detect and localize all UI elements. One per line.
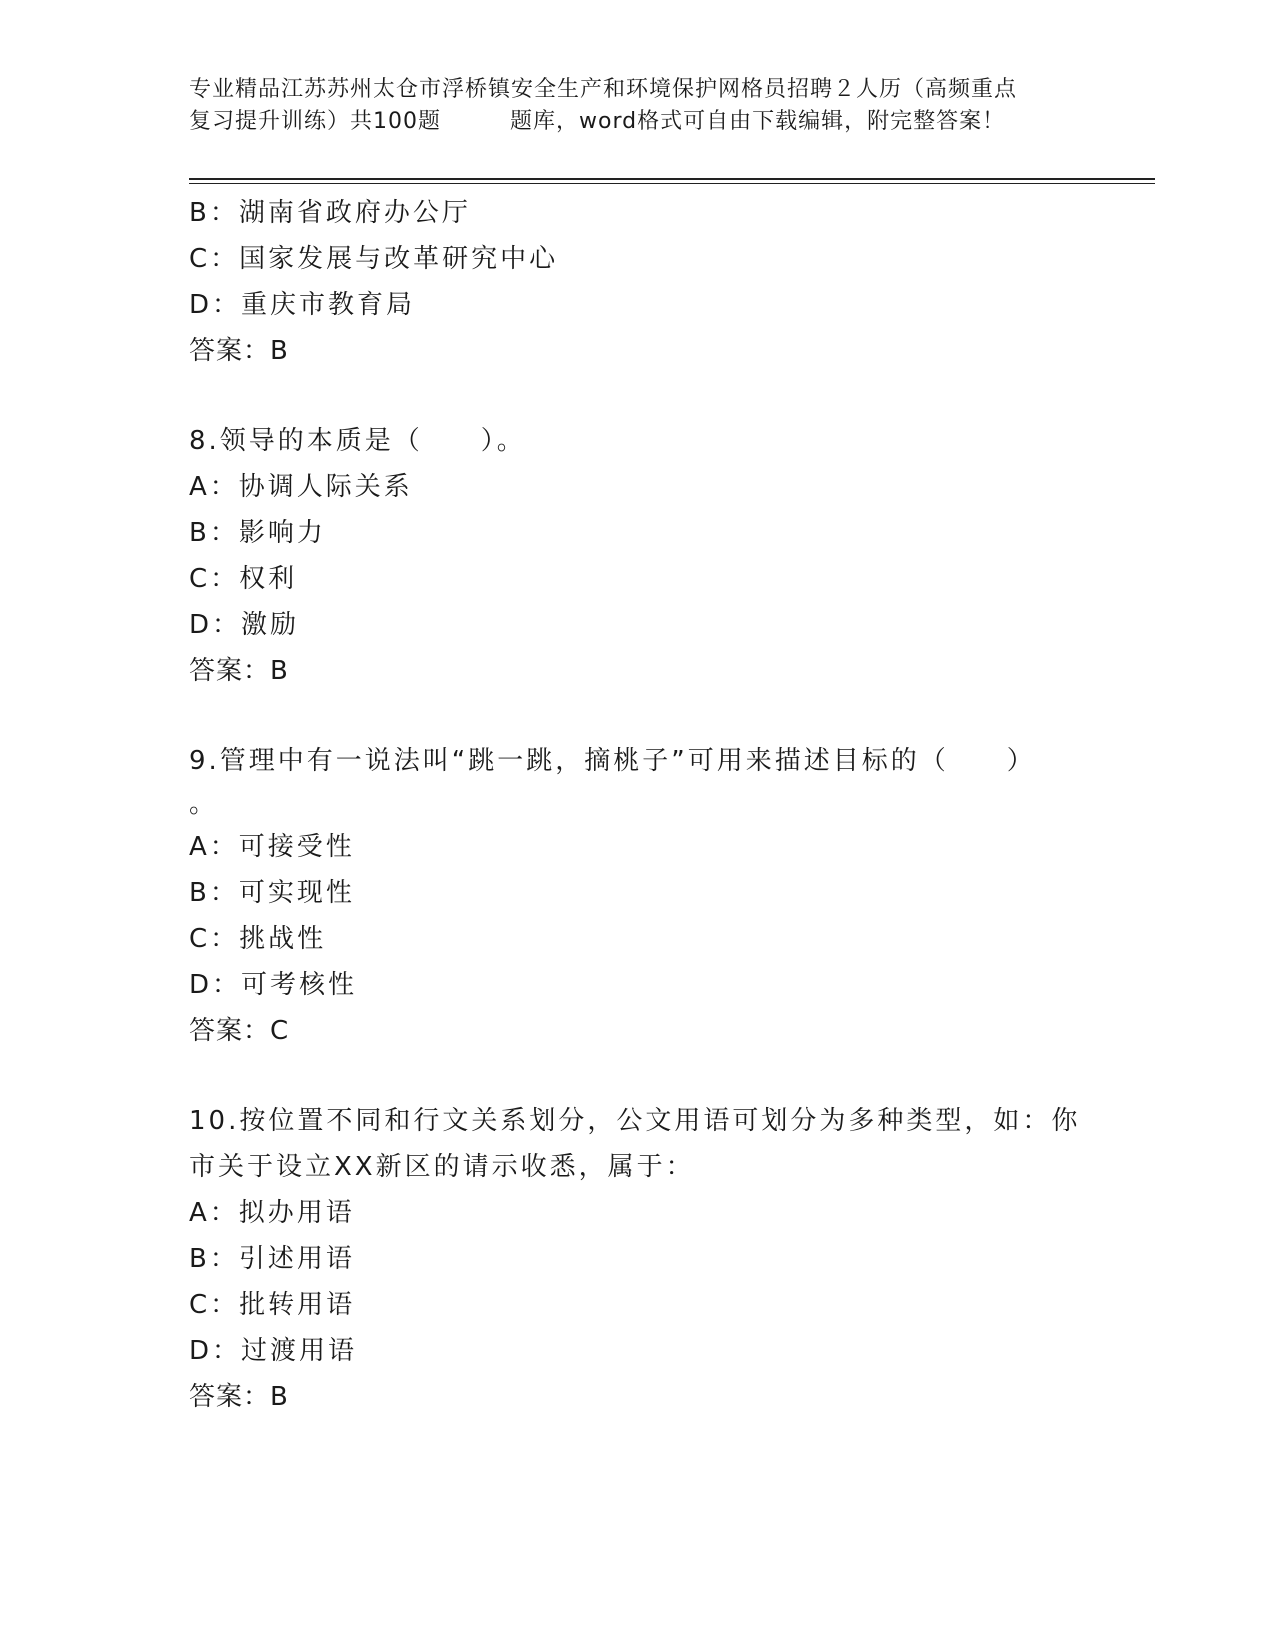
q8-option-d: D：激励 xyxy=(189,610,300,640)
question-8 xyxy=(189,418,1089,694)
q10-answer: 答案：B xyxy=(189,1382,289,1412)
q7-answer: 答案：B xyxy=(189,336,289,366)
q7-option-d: D：重庆市教育局 xyxy=(189,290,416,320)
question-list xyxy=(189,190,1089,1420)
q7-option-b: B：湖南省政府办公厅 xyxy=(189,198,471,228)
q8-option-c: C：权利 xyxy=(189,564,298,594)
q9-option-d: D：可考核性 xyxy=(189,970,358,1000)
q9-stem-line-2: 。 xyxy=(189,789,219,819)
q8-answer: 答案：B xyxy=(189,656,289,686)
q9-stem-line-1: 9.管理中有一说法叫“跳一跳，摘桃子”可用来描述目标的（ ） xyxy=(189,746,1036,776)
q9-option-b: B：可实现性 xyxy=(189,878,355,908)
header-title-line-2: 复习提升训练）共100题 题库，word格式可自由下载编辑，附完整答案！ xyxy=(189,109,1006,134)
q9-option-a: A：可接受性 xyxy=(189,832,355,862)
q8-stem: 8.领导的本质是（ ）。 xyxy=(189,426,526,456)
q10-option-c: C：批转用语 xyxy=(189,1290,356,1320)
question-spacer xyxy=(189,374,1089,418)
q8-option-b: B：影响力 xyxy=(189,518,326,548)
q10-stem-line-1: 10.按位置不同和行文关系划分，公文用语可划分为多种类型，如：你 xyxy=(189,1106,1081,1136)
question-spacer xyxy=(189,694,1089,738)
question-7-continued xyxy=(189,190,1089,374)
q9-answer: 答案：C xyxy=(189,1016,290,1046)
document-header xyxy=(189,74,1089,138)
q10-option-b: B：引述用语 xyxy=(189,1244,355,1274)
question-spacer xyxy=(189,1054,1089,1098)
q9-option-c: C：挑战性 xyxy=(189,924,327,954)
question-9 xyxy=(189,738,1089,1054)
header-divider-thick xyxy=(189,178,1155,180)
q8-option-a: A：协调人际关系 xyxy=(189,472,413,502)
question-10 xyxy=(189,1098,1089,1420)
header-title-line-1: 专业精品江苏苏州太仓市浮桥镇安全生产和环境保护网格员招聘２人历（高频重点 xyxy=(189,77,1018,102)
q10-stem-line-2: 市关于设立XX新区的请示收悉，属于： xyxy=(189,1152,695,1182)
q10-option-a: A：拟办用语 xyxy=(189,1198,355,1228)
q10-option-d: D：过渡用语 xyxy=(189,1336,358,1366)
q7-option-c: C：国家发展与改革研究中心 xyxy=(189,244,559,274)
header-divider-thin xyxy=(189,183,1155,184)
